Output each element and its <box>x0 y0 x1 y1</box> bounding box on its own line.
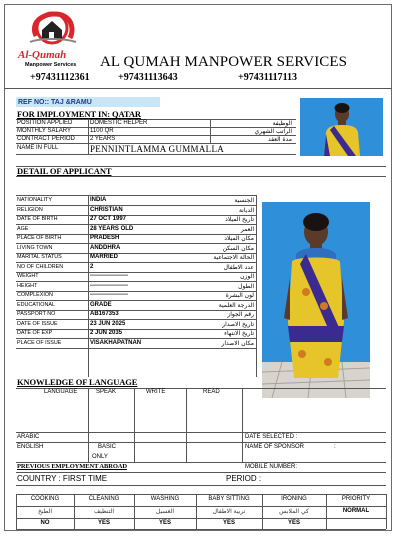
detail-arabic: لون البشرة <box>225 292 254 299</box>
salary-value: 1100 QR <box>90 128 114 134</box>
skill-arabic: NORMAL <box>342 508 370 514</box>
detail-label: AGE <box>17 226 29 232</box>
position-label: POSITION APPLIED <box>17 120 73 126</box>
skill-arabic: تربية الاطفال <box>212 508 246 515</box>
detail-label: PLACE OF ISSUE <box>17 340 62 346</box>
detail-value: ------------------- <box>90 292 128 298</box>
skill-arabic: الغسيل <box>155 508 175 515</box>
skill-header: COOKING <box>30 496 60 502</box>
lang-arabic: ARABIC <box>17 434 40 440</box>
detail-label: DATE OF EXP <box>17 330 53 336</box>
mobile-label: MOBILE NUMBER: <box>245 464 298 470</box>
detail-value: ------------------- <box>90 273 128 279</box>
detail-label: PASSPORT NO <box>17 311 56 317</box>
logo-subtext: Manpower Services <box>25 62 77 68</box>
sponsor-colon: : <box>334 444 336 450</box>
employment-heading: FOR IMPLOYMENT IN: QATAR <box>17 109 141 119</box>
phone-2: +97431113643 <box>118 72 178 83</box>
detail-value: ANDDHRA <box>90 245 121 251</box>
skill-value: NO <box>40 520 50 526</box>
fullname-value: PENNINTLAMMA GUMMALLA <box>90 144 225 154</box>
skill-header: CLEANING <box>88 496 120 502</box>
period-label: PERIOD : <box>226 474 262 483</box>
detail-label: EDUCATIONAL <box>17 302 55 308</box>
detail-label: MARITAL STATUS <box>17 254 62 260</box>
detail-value: MARRIED <box>90 254 118 260</box>
detail-label: HEIGHT <box>17 283 38 289</box>
contract-arabic: مدة العقد <box>268 136 292 143</box>
detail-arabic: الدرجة العلمية <box>218 302 254 309</box>
detail-arabic: الديانة <box>238 207 254 214</box>
applicant-heading: DETAIL OF APPLICANT <box>17 166 112 176</box>
lang-col-speak: SPEAK <box>96 389 117 395</box>
detail-arabic: تاريخ الميلاد <box>225 216 254 223</box>
detail-value: 27 OCT 1997 <box>90 216 127 222</box>
detail-label: NATIONALITY <box>17 197 52 203</box>
detail-value: 28 YEARS OLD <box>90 226 134 232</box>
detail-label: WEIGHT <box>17 273 39 279</box>
detail-value: PRADESH <box>90 235 120 241</box>
detail-value: GRADE <box>90 302 112 308</box>
skill-arabic: التنظيف <box>93 508 115 515</box>
fullname-label: NAME IN FULL <box>17 145 59 151</box>
detail-arabic: الوزن <box>240 273 254 280</box>
lang-col-write: WRITE <box>146 389 166 395</box>
detail-value: ------------------- <box>90 283 128 289</box>
detail-label: LIVING TOWN <box>17 245 53 251</box>
detail-arabic: الطول <box>238 283 254 290</box>
detail-value: AB167353 <box>90 311 119 317</box>
detail-arabic: مكان السكن <box>222 245 254 252</box>
detail-value: 2 <box>90 264 94 270</box>
house-hands-logo-icon <box>14 8 92 52</box>
detail-arabic: العمر <box>240 226 254 233</box>
detail-arabic: تاريخ الاصدار <box>222 321 254 328</box>
detail-arabic: عدد الاطفال <box>223 264 254 271</box>
company-name: AL QUMAH MANPOWER SERVICES <box>100 54 348 70</box>
detail-value: INDIA <box>90 197 107 203</box>
company-logo <box>14 8 92 70</box>
detail-arabic: رقم الجواز <box>227 311 254 318</box>
english-speak: BASIC <box>98 444 117 450</box>
ref-number: REF NO:: TAJ &RAMU <box>18 99 92 106</box>
skill-header: BABY SITTING <box>208 496 250 502</box>
previous-heading: PREVIOUS EMPLOYMENT ABROAD <box>17 463 127 470</box>
date-selected: DATE SELECTED : <box>245 434 298 440</box>
contract-value: 2 YEARS <box>90 136 116 142</box>
contract-label: CONTRACT PERIOD <box>17 136 75 142</box>
detail-label: NO OF CHILDREN <box>17 264 64 270</box>
detail-label: PLACE OF BIRTH <box>17 235 62 241</box>
skill-arabic: كي الملابس <box>279 508 309 515</box>
phone-1: +97431112361 <box>30 72 90 83</box>
detail-arabic: مكان الميلاد <box>224 235 254 242</box>
language-heading: KNOWLEDGE OF LANGUAGE <box>17 377 138 387</box>
salary-label: MONTHLY SALARY <box>17 128 72 134</box>
detail-value: CHRISTIAN <box>90 207 123 213</box>
salary-arabic: الراتب الشهري <box>254 128 292 135</box>
skill-arabic: الطبخ <box>37 508 53 515</box>
detail-label: DATE OF ISSUE <box>17 321 58 327</box>
detail-label: DATE OF BIRTH <box>17 216 58 222</box>
lang-col-read: READ <box>203 389 220 395</box>
english-speak-2: ONLY <box>92 454 108 460</box>
applicant-photo-large <box>262 202 370 398</box>
detail-arabic: تاريخ الانتهاء <box>224 330 254 337</box>
detail-arabic: الجنسية <box>234 197 254 204</box>
skill-header: WASHING <box>150 496 180 502</box>
skill-header: PRIORITY <box>341 496 371 502</box>
position-value: DOMESTIC HELPER <box>90 120 148 126</box>
detail-value: VISAKHAPATNAN <box>90 340 142 346</box>
skill-header: IRONING <box>281 496 307 502</box>
logo-text: Al-Qumah <box>18 49 67 61</box>
skill-value: YES <box>158 520 171 526</box>
sponsor-label: NAME OF SPONSOR <box>245 444 305 450</box>
detail-arabic: مكان الاصدار <box>221 340 254 347</box>
detail-label: RELIGION <box>17 207 43 213</box>
detail-label: COMPLEXION <box>17 292 53 298</box>
applicant-photo-small <box>300 98 383 156</box>
lang-english: ENGLISH <box>17 444 44 450</box>
detail-value: 2 JUN 2035 <box>90 330 123 336</box>
skill-value: YES <box>287 520 300 526</box>
skill-value: YES <box>222 520 235 526</box>
skill-value: YES <box>97 520 110 526</box>
phone-3: +97431117113 <box>238 72 298 83</box>
position-arabic: الوظيفة <box>272 120 292 127</box>
detail-arabic: الحالة الاجتماعية <box>213 254 254 261</box>
detail-value: 23 JUN 2025 <box>90 321 126 327</box>
lang-col-language: LANGUAGE <box>44 389 78 395</box>
country-label: COUNTRY : FIRST TIME <box>17 474 108 483</box>
